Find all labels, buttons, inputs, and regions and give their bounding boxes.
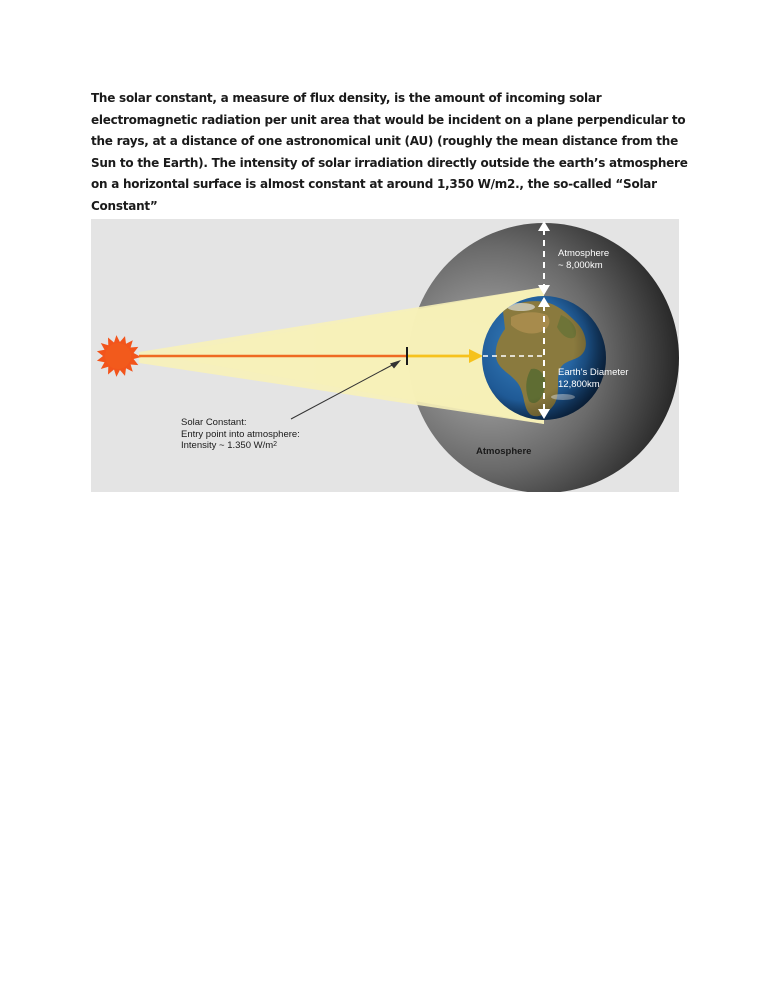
entry-point-text: Entry point into atmosphere: bbox=[181, 428, 300, 440]
atmosphere-thickness-label: Atmosphere ~ 8,000km bbox=[558, 248, 610, 271]
sun-icon bbox=[97, 335, 141, 377]
earth-globe-icon bbox=[482, 296, 606, 420]
earth-diameter-label: Earth's Diameter 12,800km bbox=[558, 367, 629, 390]
atmosphere-label: Atmosphere bbox=[476, 446, 532, 457]
solar-constant-figure bbox=[91, 219, 679, 492]
intensity-text: Intensity ~ 1.350 $W/m^2$ bbox=[181, 440, 278, 451]
intro-paragraph: The solar constant, a measure of flux density, is the amount of incoming solar electromagnetic radiation per unit area that would be incident on a plane perpendicular to the rays, at a distance of one astronomical unit (AU) (roughly the mean distance from the Sun to the Earth). The intensity of solar irradiation directly outside the earth’s atmosphere on a horizontal surface is almost constant at around 1,350 W/m2., the so-called “Solar Constant” bbox=[91, 91, 688, 213]
solar-constant-title: Solar Constant: bbox=[181, 417, 247, 428]
solar-constant-label bbox=[181, 417, 300, 452]
